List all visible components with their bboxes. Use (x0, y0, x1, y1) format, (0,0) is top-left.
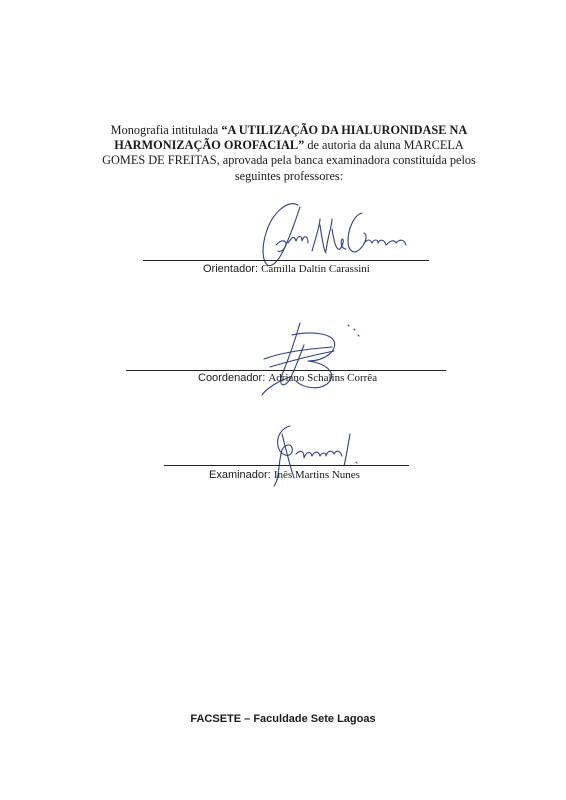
orientador-role: Orientador: (203, 263, 262, 275)
institution-footer: FACSETE – Faculdade Sete Lagoas (190, 713, 376, 725)
coordenador-role: Coordenador: (198, 372, 269, 384)
orientador-signature-line (143, 260, 429, 261)
approval-statement (96, 123, 482, 184)
monograph-title: “A UTILIZAÇÃO DA HIALURONIDASE NA HARMONIZAÇÃO OROFACIAL” (114, 123, 468, 153)
coordenador-name: Adriano Schalins Corrêa (268, 372, 378, 384)
examinador-label (209, 469, 360, 482)
examinador-signature-line (164, 465, 409, 466)
coordenador-signature (250, 315, 370, 405)
examinador-name: Inês Martins Nunes (273, 469, 360, 481)
approval-suffix: de autoria da aluna MARCELA GOMES DE FREITAS, aprovada pela banca examinadora constituída pelos seguintes professores: (102, 138, 476, 183)
coordenador-label (198, 372, 377, 385)
approval-prefix: Monografia intitulada (110, 123, 222, 137)
orientador-name: Camilla Daltin Carassini (261, 263, 370, 275)
orientador-label (203, 263, 370, 276)
examinador-role: Examinador: (209, 469, 274, 481)
coordenador-signature-line (126, 370, 446, 371)
